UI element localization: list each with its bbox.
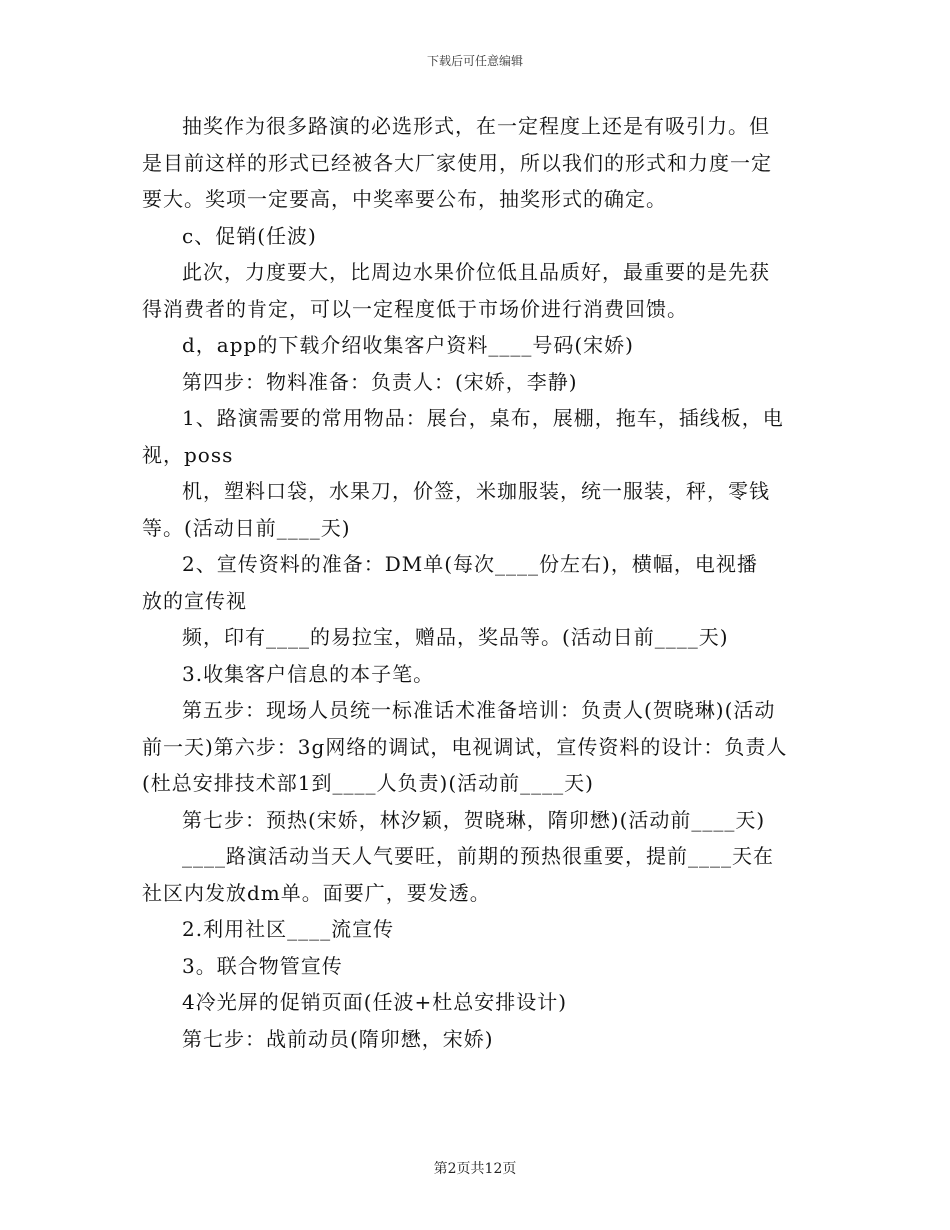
paragraph bbox=[142, 948, 810, 985]
page-footer: 第2页共12页 bbox=[433, 1161, 517, 1177]
text-line: 第四步：物料准备：负责人：(宋娇，李静) bbox=[182, 369, 578, 394]
text-line: 社区内发放dm单。面要广，要发透。 bbox=[142, 880, 491, 905]
text-line: c、促销(任波) bbox=[182, 223, 317, 248]
text-line: 第五步：现场人员统一标准话术准备培训：负责人(贺晓琳)(活动 bbox=[182, 698, 776, 722]
text-line: ____路演活动当天人气要旺，前期的预热很重要，提前____天在 bbox=[182, 844, 774, 868]
paragraph bbox=[142, 327, 810, 364]
text-line: (杜总安排技术部1到____人负责)(活动前____天) bbox=[142, 771, 594, 795]
text-line: 此次，力度要大，比周边水果价位低且品质好，最重要的是先获 bbox=[182, 260, 770, 284]
paragraph bbox=[142, 108, 810, 218]
text-line: 4冷光屏的促销页面(任波+杜总安排设计) bbox=[182, 990, 568, 1014]
text-line: 第七步：战前动员(隋卯懋，宋娇) bbox=[182, 1026, 494, 1051]
text-line: 等。(活动日前____天) bbox=[142, 515, 351, 540]
page-header: 下载后可任意编辑 bbox=[426, 54, 523, 68]
paragraph bbox=[142, 802, 810, 839]
text-line: d，app的下载介绍收集客户资料____号码(宋娇) bbox=[182, 333, 634, 357]
text-line: 放的宣传视 bbox=[142, 588, 247, 613]
paragraph bbox=[142, 254, 810, 327]
text-line: 2.利用社区____流宣传 bbox=[182, 917, 395, 941]
text-line: 2、宣传资料的准备：DM单(每次____份左右)，横幅，电视播 bbox=[182, 552, 758, 576]
paragraph bbox=[142, 473, 810, 546]
text-line: 得消费者的肯定，可以一定程度低于市场价进行消费回馈。 bbox=[142, 296, 688, 321]
text-line: 1、路演需要的常用物品：展台，桌布，展棚，拖车，插线板，电 bbox=[182, 406, 784, 430]
paragraph bbox=[142, 400, 810, 473]
paragraph bbox=[142, 364, 810, 401]
paragraph bbox=[142, 692, 810, 802]
text-line: 视，poss bbox=[142, 442, 234, 467]
text-line: 3。联合物管宣传 bbox=[182, 953, 343, 978]
text-line: 3.收集客户信息的本子笔。 bbox=[182, 661, 435, 686]
paragraph bbox=[142, 656, 810, 693]
text-line: 频，印有____的易拉宝，赠品，奖品等。(活动日前____天) bbox=[182, 625, 729, 649]
text-line: 抽奖作为很多路演的必选形式，在一定程度上还是有吸引力。但 bbox=[182, 114, 770, 138]
document-body bbox=[142, 108, 810, 1057]
text-line: 机，塑料口袋，水果刀，价签，米珈服装，统一服装，秤，零钱 bbox=[182, 479, 770, 503]
text-line: 第七步：预热(宋娇，林汐颖，贺晓琳，隋卯懋)(活动前____天) bbox=[182, 807, 766, 832]
paragraph bbox=[142, 984, 810, 1021]
paragraph bbox=[142, 619, 810, 656]
paragraph bbox=[142, 838, 810, 911]
paragraph bbox=[142, 218, 810, 255]
text-line: 是目前这样的形式已经被各大厂家使用，所以我们的形式和力度一定 bbox=[142, 150, 772, 175]
paragraph bbox=[142, 911, 810, 948]
paragraph bbox=[142, 1021, 810, 1058]
text-line: 要大。奖项一定要高，中奖率要公布，抽奖形式的确定。 bbox=[142, 187, 667, 211]
paragraph bbox=[142, 546, 810, 619]
text-line: 前一天)第六步：3g网络的调试，电视调试，宣传资料的设计：负责人 bbox=[142, 734, 788, 759]
